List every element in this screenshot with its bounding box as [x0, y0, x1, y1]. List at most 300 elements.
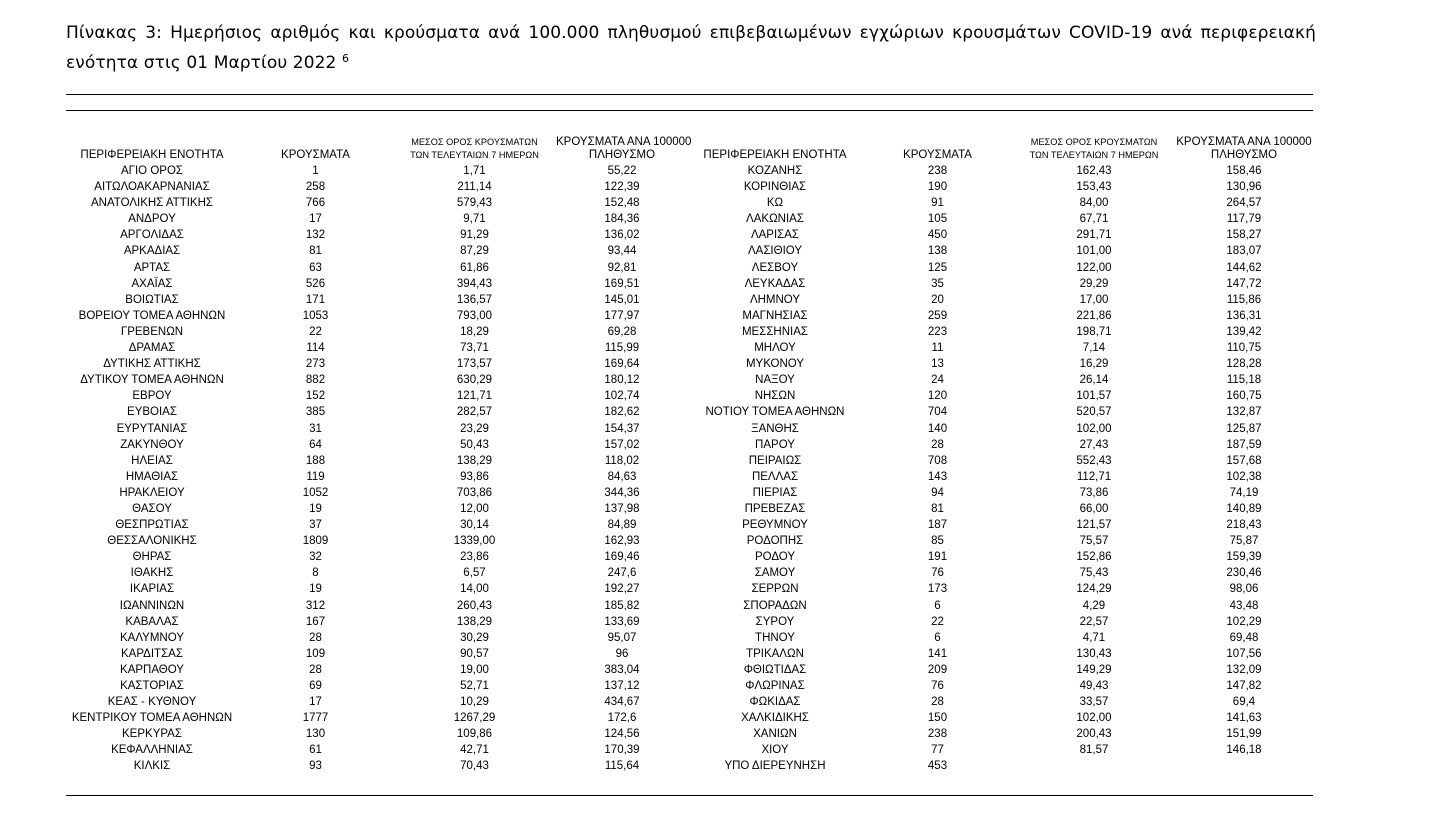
cell-left-region: ΚΕΦΑΛΛΗΝΙΑΣ [111, 744, 193, 757]
cell-left-avg7d: 30,14 [460, 519, 489, 532]
table-row [66, 710, 1313, 726]
cell-left-avg7d: 793,00 [456, 309, 493, 322]
cell-left-per100k: 344,36 [604, 486, 640, 499]
cell-left-region: ΕΥΒΟΙΑΣ [127, 406, 177, 419]
cell-left-cases: 167 [305, 615, 326, 628]
cell-right-cases: 450 [927, 229, 948, 242]
cell-right-avg7d: 66,00 [1079, 502, 1109, 515]
cell-left-per100k: 247,6 [607, 567, 637, 580]
cell-right-region: ΣΕΡΡΩΝ [751, 583, 799, 596]
cell-right-region: ΡΟΔΟΠΗΣ [746, 535, 804, 548]
cell-left-per100k: 185,82 [604, 599, 640, 612]
cell-right-region: ΦΩΚΙΔΑΣ [749, 696, 801, 709]
cell-left-region: ΕΥΡΥΤΑΝΙΑΣ [116, 422, 188, 435]
cell-left-per100k: 84,89 [607, 519, 637, 532]
cell-right-avg7d: 101,57 [1076, 390, 1112, 403]
cell-right-cases: 22 [931, 615, 944, 628]
cell-left-avg7d: 93,86 [460, 470, 489, 483]
cell-left-per100k: 55,22 [607, 165, 637, 177]
table-row [66, 581, 1313, 597]
cell-left-per100k: 169,64 [604, 358, 640, 371]
cell-right-region: ΠΕΙΡΑΙΩΣ [748, 454, 802, 467]
cell-left-cases: 93 [309, 760, 322, 773]
cell-left-per100k: 145,01 [604, 293, 640, 306]
cell-right-avg7d: 552,43 [1076, 454, 1112, 467]
cell-left-cases: 526 [305, 277, 326, 290]
header-region-right: ΠΕΡΙΦΕΡΕΙΑΚΗ ΕΝΟΤΗΤΑ [703, 149, 847, 161]
cell-right-per100k: 147,82 [1226, 680, 1262, 692]
cell-left-cases: 19 [309, 583, 322, 596]
cell-right-cases: 76 [931, 680, 944, 692]
cell-right-per100k: 144,62 [1226, 261, 1262, 274]
cell-left-avg7d: 9,71 [463, 213, 486, 226]
cell-left-region: ΗΡΑΚΛΕΙΟΥ [119, 486, 185, 499]
cell-right-cases: 94 [931, 486, 944, 499]
cell-right-per100k: 98,06 [1229, 583, 1259, 596]
cell-right-cases: 13 [931, 358, 944, 371]
header-per100k-line1: ΚΡΟΥΣΜΑΤΑ ΑΝΑ 100000 [1176, 136, 1312, 148]
cell-right-region: ΛΑΚΩΝΙΑΣ [746, 213, 804, 226]
cell-right-region: ΚΩ [766, 197, 784, 210]
cell-left-region: ΕΒΡΟΥ [132, 390, 172, 403]
cell-right-region: ΜΥΚΟΝΟΥ [745, 358, 805, 371]
cell-right-avg7d: 29,29 [1079, 277, 1109, 290]
cell-right-avg7d: 33,57 [1079, 696, 1109, 709]
cell-right-region: ΝΗΣΩΝ [754, 390, 796, 403]
table-header [66, 136, 1313, 163]
cell-left-per100k: 192,27 [604, 583, 640, 596]
cell-right-cases: 28 [931, 438, 944, 451]
cell-right-per100k: 128,28 [1226, 358, 1262, 371]
cell-right-cases: 141 [927, 647, 948, 660]
cell-right-cases: 91 [931, 197, 944, 210]
cell-left-avg7d: 18,29 [460, 325, 489, 338]
cell-left-per100k: 133,69 [604, 615, 640, 628]
cell-left-avg7d: 87,29 [460, 245, 489, 258]
cell-right-cases: 238 [927, 728, 948, 741]
cell-right-avg7d: 130,43 [1076, 647, 1112, 660]
header-per100k-line2: ΠΛΗΘΥΣΜΟ [1210, 149, 1278, 161]
cell-left-avg7d: 1267,29 [453, 712, 496, 725]
cell-left-cases: 22 [309, 325, 322, 338]
cell-right-avg7d: 152,86 [1076, 551, 1112, 564]
cell-right-avg7d: 22,57 [1079, 615, 1109, 628]
cell-left-region: ΘΕΣΠΡΩΤΙΑΣ [115, 519, 189, 532]
cell-right-cases: 150 [927, 712, 948, 725]
cell-right-avg7d: 75,43 [1079, 567, 1109, 580]
table-row [66, 260, 1313, 276]
cell-right-region: ΡΟΔΟΥ [754, 551, 796, 564]
cell-right-cases: 173 [927, 583, 948, 596]
cell-right-per100k: 140,89 [1226, 502, 1262, 515]
table-row [66, 533, 1313, 549]
table-row [66, 565, 1313, 581]
table-row [66, 340, 1313, 356]
cell-right-region: ΛΕΥΚΑΔΑΣ [744, 277, 806, 290]
cell-right-per100k: 160,75 [1226, 390, 1262, 403]
cell-right-cases: 120 [927, 390, 948, 403]
cell-left-cases: 152 [305, 390, 326, 403]
cell-right-cases: 76 [931, 567, 944, 580]
cell-left-region: ΚΑΒΑΛΑΣ [125, 615, 179, 628]
cell-left-avg7d: 579,43 [456, 197, 493, 210]
header-avg-line2: ΤΩΝ ΤΕΛΕΥΤΑΙΩΝ 7 ΗΜΕΡΩΝ [1029, 150, 1159, 160]
cell-left-per100k: 93,44 [607, 245, 637, 258]
cell-right-per100k: 147,72 [1226, 277, 1262, 290]
cell-right-cases: 35 [931, 277, 944, 290]
cell-left-cases: 171 [305, 293, 326, 306]
cell-right-cases: 238 [927, 165, 948, 177]
cell-right-region: ΚΟΖΑΝΗΣ [747, 165, 803, 177]
cell-left-per100k: 177,97 [604, 309, 640, 322]
cell-right-region: ΣΠΟΡΑΔΩΝ [743, 599, 807, 612]
cell-right-region: ΚΟΡΙΝΘΙΑΣ [743, 181, 807, 194]
cell-right-cases: 105 [927, 213, 948, 226]
cell-left-cases: 28 [309, 663, 322, 676]
cell-left-per100k: 137,98 [604, 502, 640, 515]
cell-left-cases: 32 [309, 551, 322, 564]
cell-right-cases: 453 [927, 760, 948, 773]
cell-right-cases: 125 [927, 261, 948, 274]
cell-right-per100k: 107,56 [1226, 647, 1262, 660]
cell-left-per100k: 169,46 [604, 551, 640, 564]
cell-right-per100k: 141,63 [1226, 712, 1262, 725]
table-row [66, 276, 1313, 292]
cell-right-cases: 24 [931, 374, 944, 387]
cell-right-per100k: 159,39 [1226, 551, 1262, 564]
bottom-rule [66, 795, 1313, 796]
cell-right-per100k: 102,38 [1226, 470, 1262, 483]
cell-left-avg7d: 19,00 [460, 663, 489, 676]
cell-left-region: ΑΝΑΤΟΛΙΚΗΣ ΑΤΤΙΚΗΣ [90, 197, 213, 210]
cell-left-region: ΚΙΛΚΙΣ [133, 760, 171, 773]
table-row [66, 437, 1313, 453]
cell-left-cases: 17 [309, 213, 322, 226]
cell-left-avg7d: 90,57 [460, 647, 489, 660]
cell-left-cases: 273 [305, 358, 326, 371]
cell-left-per100k: 157,02 [604, 438, 640, 451]
cell-right-cases: 191 [927, 551, 948, 564]
cell-right-avg7d: 520,57 [1076, 406, 1112, 419]
cell-left-avg7d: 138,29 [456, 615, 493, 628]
cell-left-cases: 1052 [302, 486, 329, 499]
table-row [66, 195, 1313, 211]
caption-text: Πίνακας 3: Ημερήσιος αριθμός και κρούσματα ανά 100.000 πληθυσμού επιβεβαιωμένων εγχώριων κρουσμάτων COVID-19 ανά περιφερειακή ενότητα στις 01 Μαρτίου 2022 [66, 23, 1316, 73]
cell-left-per100k: 115,99 [604, 342, 640, 355]
cell-right-avg7d: 198,71 [1076, 325, 1112, 338]
cell-right-region: ΜΕΣΣΗΝΙΑΣ [741, 325, 809, 338]
cell-right-cases: 28 [931, 696, 944, 709]
cell-left-region: ΚΑΡΠΑΘΟΥ [120, 663, 184, 676]
table-row [66, 646, 1313, 662]
cell-right-cases: 11 [931, 342, 944, 355]
table-row [66, 485, 1313, 501]
cell-right-per100k: 74,19 [1229, 486, 1259, 499]
cell-right-region: ΜΑΓΝΗΣΙΑΣ [742, 309, 808, 322]
header-per100k-left [556, 136, 692, 163]
cell-right-per100k: 136,31 [1226, 309, 1262, 322]
cell-left-cases: 8 [312, 567, 319, 580]
cell-right-per100k [1175, 758, 1313, 774]
cell-right-avg7d: 4,71 [1082, 631, 1106, 644]
cell-left-region: ΑΡΤΑΣ [133, 261, 171, 274]
cell-left-cases: 258 [305, 181, 326, 194]
cell-left-region: ΚΕΡΚΥΡΑΣ [122, 728, 182, 741]
cell-left-region: ΑΝΔΡΟΥ [128, 213, 176, 226]
table-row [66, 292, 1313, 308]
cell-right-region: ΤΡΙΚΑΛΩΝ [746, 647, 804, 660]
cell-left-cases: 1053 [302, 309, 329, 322]
header-avg-line1: ΜΕΣΟΣ ΟΡΟΣ ΚΡΟΥΣΜΑΤΩΝ [411, 137, 538, 147]
footnote-marker: 6 [342, 52, 350, 65]
cell-left-region: ΘΑΣΟΥ [132, 502, 172, 515]
cell-right-per100k: 130,96 [1226, 181, 1262, 194]
cell-right-cases: 6 [934, 599, 941, 612]
cell-left-region: ΚΕΝΤΡΙΚΟΥ ΤΟΜΕΑ ΑΘΗΝΩΝ [71, 712, 233, 725]
cell-left-cases: 61 [309, 744, 322, 757]
cell-right-avg7d: 7,14 [1082, 342, 1106, 355]
cell-right-cases: 704 [927, 406, 948, 419]
header-per100k-line1: ΚΡΟΥΣΜΑΤΑ ΑΝΑ 100000 [556, 136, 692, 148]
header-per100k-line2: ΠΛΗΘΥΣΜΟ [588, 149, 656, 161]
cell-left-avg7d: 6,57 [463, 567, 486, 580]
cell-right-avg7d: 102,00 [1076, 712, 1112, 725]
cell-left-per100k: 434,67 [604, 696, 640, 709]
cell-left-cases: 17 [309, 696, 322, 709]
header-avg-line1: ΜΕΣΟΣ ΟΡΟΣ ΚΡΟΥΣΜΑΤΩΝ [1030, 137, 1158, 147]
cell-right-avg7d: 27,43 [1079, 438, 1109, 451]
cell-left-avg7d: 23,29 [460, 422, 489, 435]
cell-right-region: ΣΥΡΟΥ [755, 615, 795, 628]
cell-left-region: ΑΧΑΪΑΣ [131, 277, 173, 290]
table-row [66, 742, 1313, 758]
cell-right-avg7d: 16,29 [1079, 358, 1109, 371]
table-row [66, 549, 1313, 565]
cell-left-region: ΑΓΙΟ ΟΡΟΣ [120, 165, 183, 177]
cell-left-cases: 19 [309, 502, 322, 515]
cell-left-per100k: 92,81 [607, 261, 637, 274]
table-row [66, 598, 1313, 614]
cell-right-region: ΣΑΜΟΥ [754, 567, 796, 580]
cell-left-region: ΗΜΑΘΙΑΣ [125, 470, 179, 483]
cell-left-per100k: 96 [615, 647, 629, 660]
cell-left-cases: 130 [305, 728, 326, 741]
cell-right-avg7d: 75,57 [1079, 535, 1109, 548]
cell-right-per100k: 146,18 [1226, 744, 1262, 757]
cell-right-cases: 81 [931, 502, 944, 515]
cell-left-per100k: 124,56 [604, 728, 640, 741]
table-row [66, 372, 1313, 388]
cell-left-avg7d: 14,00 [460, 583, 489, 596]
cell-left-avg7d: 703,86 [456, 486, 493, 499]
cell-right-per100k: 139,42 [1226, 325, 1262, 338]
cell-right-per100k: 183,07 [1226, 245, 1262, 258]
cell-right-region: ΤΗΝΟΥ [755, 631, 795, 644]
table-row [66, 758, 1313, 774]
cell-left-per100k: 102,74 [604, 390, 640, 403]
cell-left-avg7d: 1339,00 [453, 535, 496, 548]
cell-left-avg7d: 30,29 [460, 631, 489, 644]
table-row [66, 308, 1313, 324]
cell-right-per100k: 187,59 [1226, 438, 1262, 451]
header-avg-left [393, 136, 556, 163]
cell-right-avg7d: 153,43 [1076, 181, 1112, 194]
cell-left-avg7d: 61,86 [460, 261, 489, 274]
cell-right-region: ΛΕΣΒΟΥ [751, 261, 799, 274]
cell-left-per100k: 170,39 [604, 744, 640, 757]
cell-left-cases: 64 [309, 438, 322, 451]
cell-left-region: ΚΑΡΔΙΤΣΑΣ [121, 647, 183, 660]
table-row [66, 179, 1313, 195]
cell-right-region: ΦΘΙΩΤΙΔΑΣ [743, 663, 807, 676]
cell-right-per100k: 115,86 [1226, 293, 1262, 306]
cell-right-avg7d: 26,14 [1079, 374, 1109, 387]
cell-left-region: ΙΩΑΝΝΙΝΩΝ [119, 599, 185, 612]
cell-right-region: ΠΑΡΟΥ [755, 438, 795, 451]
table-row [66, 211, 1313, 227]
cell-left-per100k: 95,07 [607, 631, 637, 644]
cell-left-region: ΔΥΤΙΚΟΥ ΤΟΜΕΑ ΑΘΗΝΩΝ [80, 374, 224, 387]
cell-left-region: ΑΙΤΩΛΟΑΚΑΡΝΑΝΙΑΣ [94, 181, 210, 194]
cell-left-per100k: 136,02 [604, 229, 640, 242]
cell-right-region: ΛΗΜΝΟΥ [749, 293, 801, 306]
cell-left-region: ΚΑΛΥΜΝΟΥ [120, 631, 184, 644]
cell-left-per100k: 137,12 [604, 680, 640, 692]
covid-cases-table [66, 136, 1313, 775]
cell-left-region: ΔΡΑΜΑΣ [128, 342, 176, 355]
cell-left-region: ΔΥΤΙΚΗΣ ΑΤΤΙΚΗΣ [103, 358, 201, 371]
cell-right-per100k: 158,46 [1226, 165, 1262, 177]
cell-right-cases: 143 [927, 470, 948, 483]
table-row [66, 421, 1313, 437]
cell-left-per100k: 184,36 [604, 213, 640, 226]
cell-right-avg7d: 124,29 [1076, 583, 1112, 596]
cell-right-region: ΝΟΤΙΟΥ ΤΟΜΕΑ ΑΘΗΝΩΝ [705, 406, 845, 419]
table-row [66, 453, 1313, 469]
cell-right-cases: 140 [927, 422, 948, 435]
cell-right-avg7d: 67,71 [1079, 213, 1109, 226]
cell-right-region: ΦΛΩΡΙΝΑΣ [745, 680, 805, 692]
cell-right-avg7d: 149,29 [1076, 663, 1112, 676]
cell-left-avg7d: 136,57 [456, 293, 493, 306]
cell-left-cases: 69 [309, 680, 322, 692]
cell-right-per100k: 69,48 [1229, 631, 1259, 644]
table-row [66, 388, 1313, 404]
cell-left-avg7d: 121,71 [456, 390, 493, 403]
cell-left-cases: 1809 [302, 535, 329, 548]
cell-right-per100k: 115,18 [1226, 374, 1262, 387]
cell-left-avg7d: 260,43 [456, 599, 493, 612]
cell-left-cases: 81 [309, 245, 322, 258]
table-row [66, 356, 1313, 372]
header-region-left: ΠΕΡΙΦΕΡΕΙΑΚΗ ΕΝΟΤΗΤΑ [80, 149, 224, 161]
cell-right-per100k: 264,57 [1226, 197, 1262, 210]
cell-right-per100k: 110,75 [1226, 342, 1262, 355]
cell-right-cases: 223 [927, 325, 948, 338]
cell-right-avg7d: 122,00 [1076, 261, 1112, 274]
cell-left-avg7d: 173,57 [456, 358, 493, 371]
cell-right-cases: 187 [927, 519, 948, 532]
table-row [66, 630, 1313, 646]
cell-left-per100k: 84,63 [607, 470, 637, 483]
cell-left-avg7d: 42,71 [460, 744, 489, 757]
cell-left-avg7d: 10,29 [460, 696, 489, 709]
cell-right-region: ΧΑΝΙΩΝ [753, 728, 797, 741]
cell-left-region: ΓΡΕΒΕΝΩΝ [120, 325, 184, 338]
header-per100k-right [1175, 136, 1313, 163]
cell-left-cases: 882 [305, 374, 326, 387]
table-row [66, 469, 1313, 485]
cell-right-avg7d: 102,00 [1076, 422, 1112, 435]
cell-right-region: ΠΡΕΒΕΖΑΣ [744, 502, 806, 515]
cell-left-region: ΒΟΙΩΤΙΑΣ [125, 293, 179, 306]
top-rule-2 [66, 110, 1313, 111]
cell-left-region: ΑΡΚΑΔΙΑΣ [123, 245, 181, 258]
cell-right-avg7d: 4,29 [1082, 599, 1106, 612]
table-row [66, 163, 1313, 179]
table-body [66, 163, 1313, 775]
cell-right-per100k: 151,99 [1226, 728, 1262, 741]
table-row [66, 694, 1313, 710]
cell-left-avg7d: 138,29 [456, 454, 493, 467]
header-avg-right [1013, 136, 1175, 163]
cell-right-avg7d: 112,71 [1076, 470, 1112, 483]
cell-right-cases: 20 [931, 293, 944, 306]
cell-left-cases: 114 [306, 342, 325, 355]
cell-left-cases: 1777 [302, 712, 329, 725]
cell-left-per100k: 383,04 [604, 663, 640, 676]
cell-right-region: ΧΑΛΚΙΔΙΚΗΣ [741, 712, 809, 725]
table-row [66, 662, 1313, 678]
cell-left-cases: 28 [309, 631, 322, 644]
cell-left-per100k: 162,93 [604, 535, 640, 548]
cell-right-per100k: 102,29 [1226, 615, 1262, 628]
cell-right-avg7d: 49,43 [1079, 680, 1109, 692]
cell-right-region: ΧΙΟΥ [761, 744, 789, 757]
cell-right-avg7d: 121,57 [1076, 519, 1112, 532]
header-avg-line2: ΤΩΝ ΤΕΛΕΥΤΑΙΩΝ 7 ΗΜΕΡΩΝ [410, 150, 539, 160]
table-caption [66, 18, 1316, 78]
cell-left-region: ΗΛΕΙΑΣ [131, 454, 173, 467]
cell-right-per100k: 69,4 [1232, 696, 1256, 709]
cell-left-region: ΑΡΓΟΛΙΔΑΣ [120, 229, 184, 242]
top-rule-1 [66, 94, 1313, 95]
table-row [66, 243, 1313, 259]
cell-right-per100k: 157,68 [1226, 454, 1262, 467]
cell-right-avg7d: 221,86 [1076, 309, 1112, 322]
cell-left-avg7d: 394,43 [456, 277, 493, 290]
cell-left-per100k: 154,37 [604, 422, 640, 435]
table-row [66, 227, 1313, 243]
cell-left-cases: 766 [305, 197, 326, 210]
cell-left-per100k: 118,02 [604, 454, 640, 467]
cell-left-per100k: 115,64 [604, 760, 640, 773]
cell-left-cases: 119 [306, 470, 325, 483]
cell-left-per100k: 69,28 [607, 325, 637, 338]
cell-right-region: ΛΑΣΙΘΙΟΥ [747, 245, 803, 258]
header-cases-left: ΚΡΟΥΣΜΑΤΑ [281, 149, 350, 161]
table-row [66, 501, 1313, 517]
table-row [66, 517, 1313, 533]
table-row [66, 404, 1313, 420]
cell-right-region: ΡΕΘΥΜΝΟΥ [742, 519, 808, 532]
cell-left-region: ΚΑΣΤΟΡΙΑΣ [120, 680, 184, 692]
cell-left-cases: 132 [305, 229, 326, 242]
cell-left-cases: 385 [305, 406, 326, 419]
cell-right-region: ΜΗΛΟΥ [754, 342, 796, 355]
cell-right-cases: 708 [927, 454, 948, 467]
cell-right-per100k: 125,87 [1226, 422, 1262, 435]
